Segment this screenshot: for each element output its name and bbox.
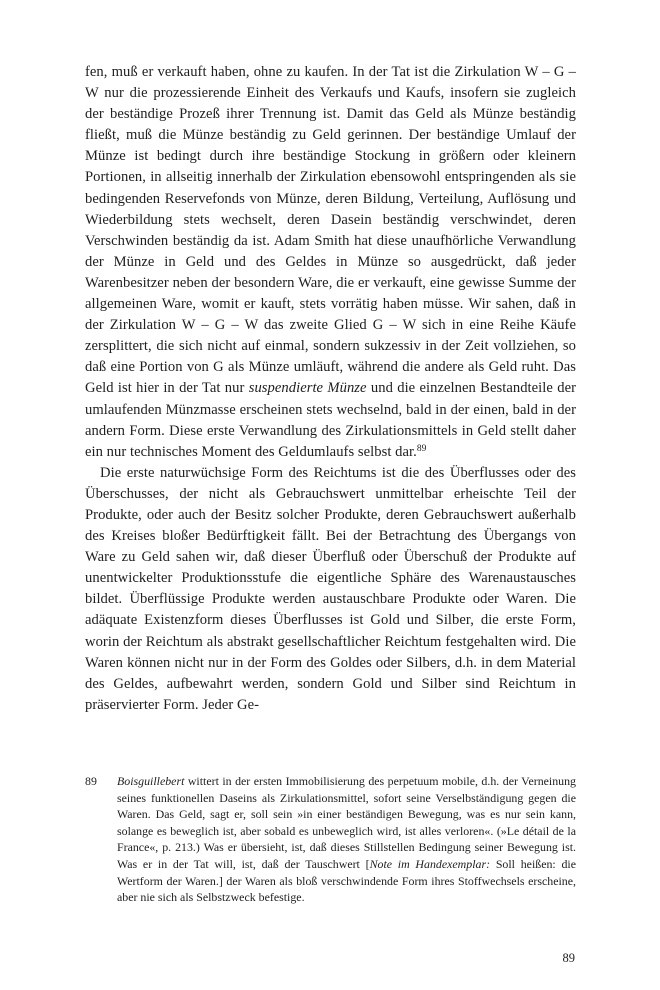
paragraph-money-circulation: fen, muß er verkauft haben, ohne zu kaufen. In der Tat ist die Zirkulation W – G – W nur die prozessierende Einheit des Verkaufs und Kaufs, insofern sie zugleich der beständige Prozeß ihrer Trennung ist. Damit das Geld als Münze beständig fließt, muß die Münze beständig zu Geld gerinnen. Der beständige Umlauf der Münze ist bedingt durch ihre beständige Stockung in größern oder kleinern Portionen, in allseitig innerhalb der Zirkulation ebensowohl entspringenden als sie bedingenden Reservefonds von Münze, deren Bildung, Verteilung, Auflösung und Wiederbildung stets wechselt, deren Dasein beständig verschwindet, deren Verschwinden beständig da ist. Adam Smith hat diese unaufhörliche Verwandlung der Münze in Geld und des Geldes in Münze so ausgedrückt, daß jeder Warenbesitzer neben der besondern Ware, die er verkauft, eine gewisse Summe der allgemeinen Ware, womit er kauft, stets vorrätig haben müsse. Wir sahen, daß in der Zirkulation W – G – W das zweite Glied G – W sich in eine Reihe Käufe zersplittert, die sich nicht auf einmal, sondern sukzessiv in der Zeit vollziehen, so daß eine Portion von G als Münze umläuft, während die andere als Geld ruht. Das Geld ist hier in der Tat nur suspendierte Münze und die einzelnen Bestandteile der umlaufenden Münzmasse erscheinen stets wechselnd, bald in der einen, bald in der andern Form. Diese erste Verwandlung des Zirkulationsmittels in Geld stellt daher ein nur technisches Moment des Geldumlaufs selbst dar.$^{89}$ xyxy=(85,64,577,460)
main-text xyxy=(85,62,576,716)
footnote-item xyxy=(85,773,576,906)
footnote-text: Boisguillebert wittert in der ersten Immobilisierung des perpetuum mobile, d.h. der Verneinung seines funktionellen Daseins als Zirkulationsmittel, sofort seine Verselbständigung gegen die Waren. Das Geld, sagt er, soll sein »in einer beständigen Bewegung, was es nur sein kann, solange es beweglich ist, aber sobald es unbeweglich wird, ist alles verloren«. (»Le détail de la France«, p. 213.) Was er übersieht, ist, daß dieses Stillstellen Bedingung seiner Bewegung ist. Was er in der Tat will, ist, daß der Tauschwert [Note im Handexemplar: Soll heißen: die Wertform der Waren.] der Waren als bloß verschwindende Form ihres Stoffwechsels erscheine, aber nie sich als Selbstzweck befestige. xyxy=(117,774,577,905)
page-number: 89 xyxy=(562,951,575,965)
footnote-number: 89 xyxy=(85,774,97,788)
paragraph-wealth-form: Die erste naturwüchsige Form des Reichtums ist die des Überflusses oder des Überschusses, der nicht als Gebrauchswert unmittelbar erheischte Teil der Produkte, oder auch der Besitz solcher Produkte, deren Gebrauchswert außerhalb des Kreises bloßer Bedürftigkeit fällt. Bei der Betrachtung des Übergangs von Ware zu Geld sahen wir, daß dieser Überfluß oder Überschuß der Produkte auf unentwickelter Produktionsstufe die eigentliche Sphäre des Warenaustausches bildet. Überflüssige Produkte werden austauschbare Produkte oder Waren. Die adäquate Existenzform dieses Überflusses ist Gold und Silber, die erste Form, worin der Reichtum als abstrakt gesellschaftlicher Reichtum festgehalten wird. Die Waren können nicht nur in der Form des Goldes oder Silbers, d.h. in dem Material des Geldes, aufbewahrt werden, sondern Gold und Silber sind Reichtum in präservierter Form. Jeder Ge- xyxy=(85,464,576,713)
footnote-section xyxy=(85,773,576,906)
